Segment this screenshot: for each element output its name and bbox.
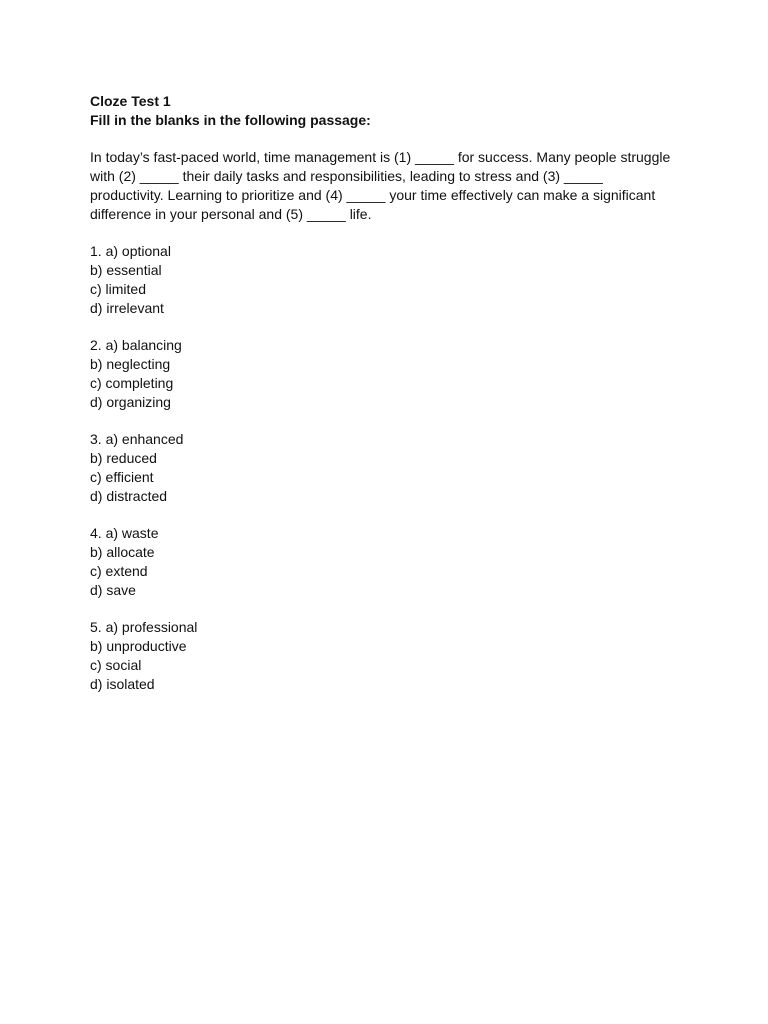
test-title: Cloze Test 1 (90, 93, 171, 109)
option-3b: b) reduced (90, 450, 157, 467)
question-5 (90, 618, 690, 693)
option-1a: 1. a) optional (90, 243, 171, 260)
option-1d: d) irrelevant (90, 299, 164, 316)
option-4b: b) allocate (90, 544, 155, 561)
option-1c: c) limited (90, 280, 147, 297)
option-2b: b) neglecting (90, 356, 171, 373)
option-5b: b) unproductive (90, 638, 187, 655)
instructions: Fill in the blanks in the following passage: (90, 111, 371, 128)
question-2 (90, 336, 690, 411)
option-2a: 2. a) balancing (90, 337, 182, 354)
option-4a: 4. a) waste (90, 525, 159, 542)
option-4d: d) save (90, 581, 136, 598)
cloze-passage: In today’s fast-paced world, time management is (1) _____ for success. Many people struggle with (2) _____ their daily tasks and responsibilities, leading to stress and (3) _____ productivity. Learning to prioritize and (4) _____ your time effectively can make a significant difference in your personal and (5) _____ life. (90, 149, 671, 222)
option-2c: c) completing (90, 374, 174, 391)
option-3a: 3. a) enhanced (90, 431, 184, 448)
option-5d: d) isolated (90, 675, 155, 692)
option-3c: c) efficient (90, 468, 154, 485)
question-1 (90, 242, 690, 317)
question-4 (90, 524, 690, 599)
option-5c: c) social (90, 656, 142, 673)
option-4c: c) extend (90, 562, 148, 579)
document-page (90, 92, 690, 694)
question-3 (90, 430, 690, 505)
option-5a: 5. a) professional (90, 619, 198, 636)
option-1b: b) essential (90, 262, 162, 279)
option-3d: d) distracted (90, 487, 168, 504)
option-2d: d) organizing (90, 393, 171, 410)
